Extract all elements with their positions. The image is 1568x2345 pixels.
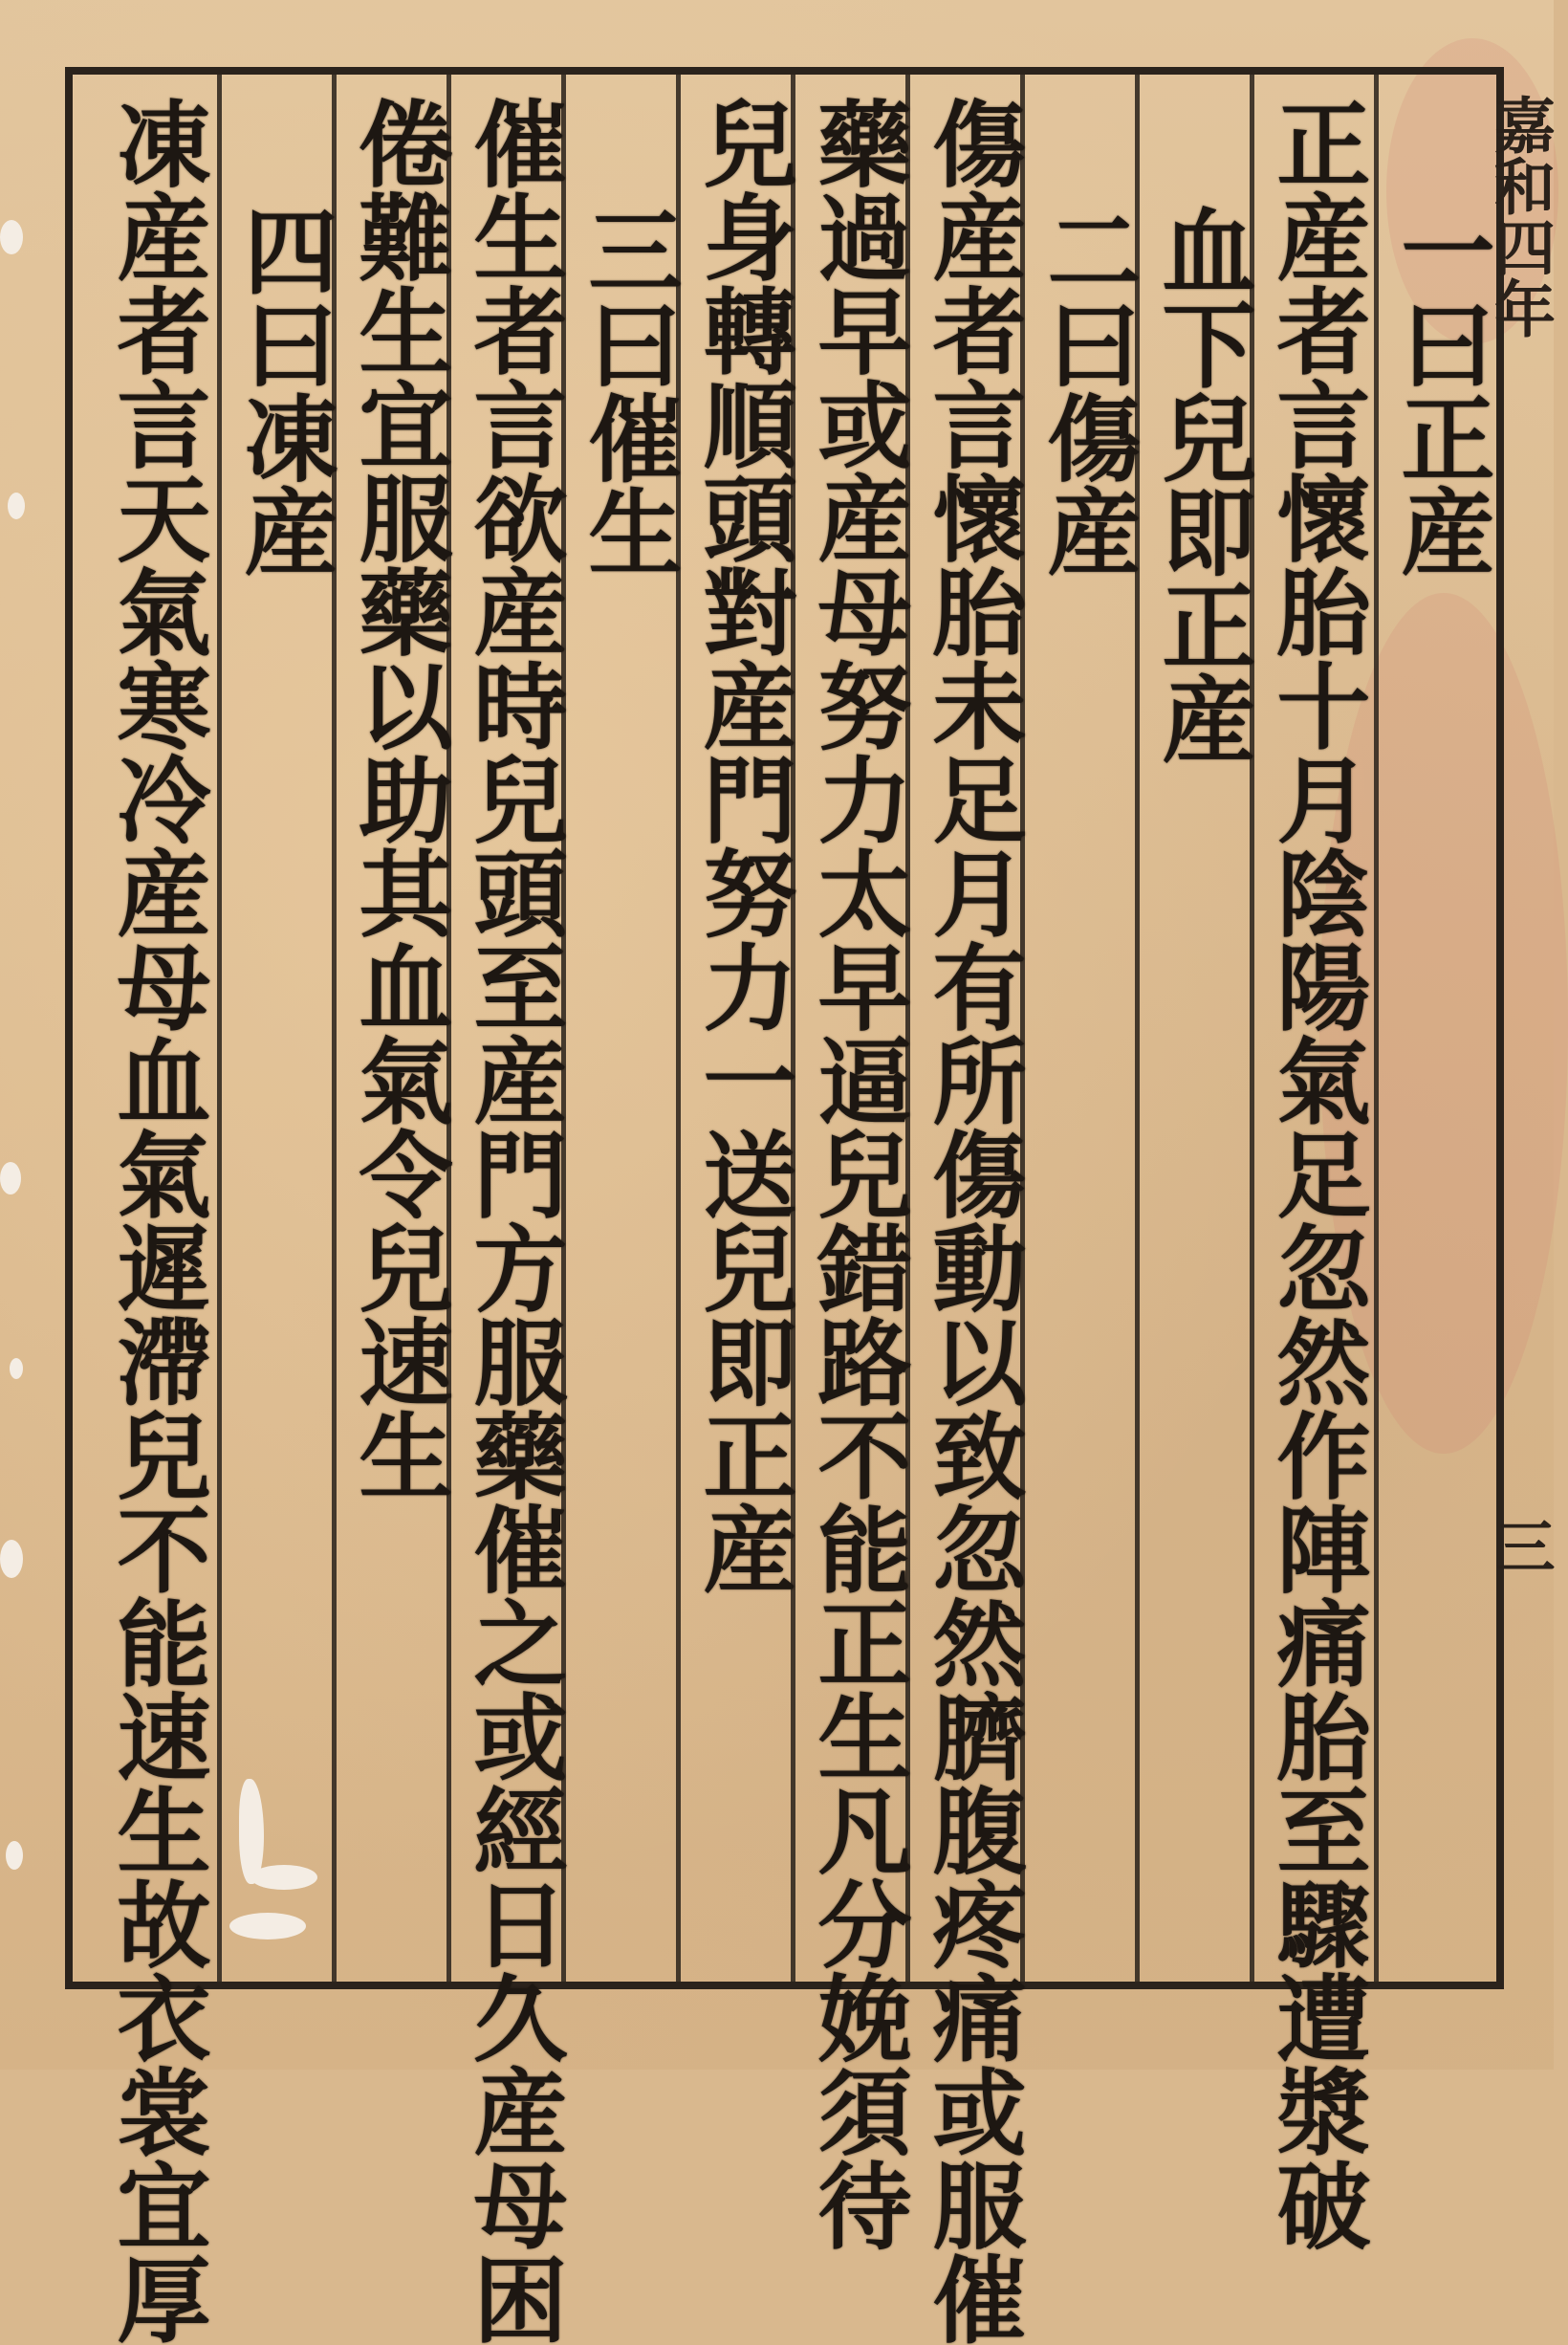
- worm-hole: [8, 493, 25, 519]
- column-text: 藥過早或産母努力太早逼兒錯路不能正生凡分娩須待: [802, 96, 912, 2251]
- column-rule: [1374, 75, 1379, 1982]
- column-text: 三曰催生: [573, 203, 683, 578]
- column-rule: [217, 75, 222, 1982]
- column-text: 二曰傷産: [1032, 203, 1142, 578]
- text-column-4: [1030, 96, 1143, 1970]
- column-text: 倦難生宜服藥以助其血氣令兒速生: [343, 96, 453, 1501]
- column-text: 傷産者言懷胎未足月有所傷動以致忽然臍腹疼痛或服催: [917, 96, 1027, 2345]
- text-column-3: [1144, 96, 1257, 1970]
- worm-hole: [0, 220, 23, 254]
- column-text: 四曰凍産: [229, 203, 338, 578]
- column-text: 一曰正産: [1385, 203, 1495, 578]
- text-column-9: [456, 96, 569, 2345]
- text-column-11: [227, 96, 339, 1970]
- text-column-5: [915, 96, 1028, 2345]
- column-text: 正産者言懷胎十月陰陽氣足忽然作陣痛胎至驟遭漿破: [1261, 96, 1371, 2251]
- text-column-10: [341, 96, 454, 1970]
- worm-hole: [0, 1540, 23, 1578]
- worm-hole: [250, 1865, 317, 1890]
- column-text: 血下兒即正産: [1146, 203, 1256, 765]
- worm-hole: [6, 1841, 23, 1870]
- text-column-1: [1383, 96, 1496, 1970]
- text-column-2: [1259, 96, 1372, 2251]
- text-column-12: [99, 96, 212, 2345]
- column-text: 催生者言欲産時兒頭至産門方服藥催之或經日久産母困: [458, 96, 568, 2345]
- text-column-6: [800, 96, 913, 2251]
- text-column-7: [686, 96, 798, 1970]
- text-column-8: [571, 96, 684, 1970]
- margin-title: 嘉和四年: [1484, 94, 1556, 339]
- worm-hole: [229, 1913, 306, 1940]
- column-text: 兒身轉順頭對産門努力一送兒即正産: [687, 96, 797, 1595]
- column-text: 凍産者言天氣寒冷産母血氣遲滯兒不能速生故衣裳宜厚: [101, 96, 211, 2345]
- worm-hole: [10, 1358, 23, 1379]
- margin-page-number: 三: [1486, 1516, 1556, 1575]
- worm-hole: [0, 1162, 21, 1194]
